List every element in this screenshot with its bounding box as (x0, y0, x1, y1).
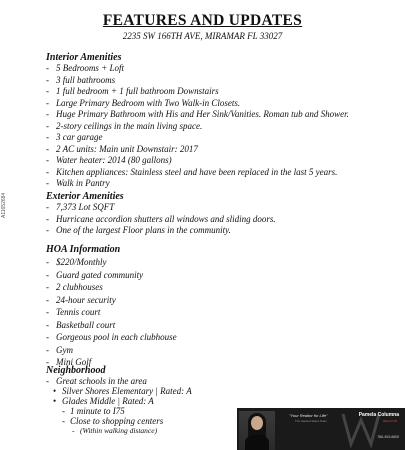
dash-marker: - (46, 63, 49, 73)
dash-marker: - (46, 376, 49, 386)
dash-marker: - (46, 143, 49, 154)
dash-marker: - (46, 282, 49, 292)
list-item: - $220/Monthly (46, 257, 107, 267)
list-item: - 2 clubhouses (46, 282, 103, 292)
dash-marker: - (46, 319, 49, 330)
dash-marker: - (72, 426, 75, 435)
dash-marker: - (62, 406, 65, 416)
list-item: • Glades Middle | Rated: A (53, 396, 154, 406)
listing-id-watermark: A11652684 (1, 192, 7, 218)
dash-marker: - (46, 178, 49, 188)
dash-marker: - (46, 257, 49, 267)
agent-tagline: "Your Realtor for Life" (289, 413, 328, 418)
list-item: - Walk in Pantry (46, 178, 110, 188)
exterior-amenities-heading: Exterior Amenities (46, 191, 124, 202)
bullet-marker: • (53, 396, 57, 406)
dash-marker: - (46, 332, 49, 342)
dash-marker: - (46, 294, 49, 305)
list-item: - 5 Bedrooms + Loft (46, 63, 124, 73)
list-item: - 3 car garage (46, 132, 103, 142)
list-item: - Guard gated community (46, 269, 144, 280)
dash-marker: - (46, 357, 49, 367)
dash-marker: - (46, 213, 49, 224)
list-item: - 3 full bathrooms (46, 74, 116, 85)
list-item: - Huge Primary Bathroom with His and Her Sink/Vanities. Roman tub and Shower. (46, 109, 349, 119)
list-item: - Gorgeous pool in each clubhouse (46, 332, 177, 342)
list-item: - Basketball court (46, 319, 116, 330)
list-item: - Great schools in the area (46, 376, 147, 386)
list-item: - (Within walking distance) (72, 426, 158, 435)
interior-amenities-heading: Interior Amenities (46, 52, 122, 63)
agent-team: The Joanna Nelson Team (295, 419, 327, 423)
list-item: - 24-hour security (46, 294, 116, 305)
dash-marker: - (46, 74, 49, 85)
bullet-marker: • (53, 386, 57, 396)
list-item: - Kitchen appliances: Stainless steel and have been replaced in the last 5 years. (46, 166, 338, 177)
list-item: - 7,373 Lot SQFT (46, 202, 115, 212)
dash-marker: - (46, 166, 49, 177)
dash-marker: - (46, 97, 49, 108)
dash-marker: - (46, 120, 49, 131)
agent-phone: 786-403-6609 (377, 435, 399, 439)
dash-marker: - (46, 109, 49, 119)
hoa-information-heading: HOA Information (46, 244, 121, 255)
agent-role: REALTOR (383, 419, 397, 423)
list-item: - 1 full bedroom + 1 full bathroom Downstairs (46, 86, 219, 96)
list-item: - Close to shopping centers (62, 416, 164, 426)
hoa-information-list (46, 256, 177, 369)
list-item: - Water heater: 2014 (80 gallons) (46, 155, 172, 165)
dash-marker: - (46, 225, 49, 235)
list-item: - Gym (46, 344, 73, 355)
list-item: - 2 AC units: Main unit Downstair: 2017 (46, 143, 198, 154)
document-title: FEATURES AND UPDATES (102, 12, 303, 29)
list-item: - Tennis court (46, 307, 101, 317)
dash-marker: - (46, 132, 49, 142)
dash-marker: - (46, 86, 49, 96)
dash-marker: - (46, 155, 49, 165)
agent-name: Pamela Columna (358, 412, 399, 418)
dash-marker: - (46, 344, 49, 355)
list-item: - Large Primary Bedroom with Two Walk-in Closets. (46, 97, 241, 108)
neighborhood-list (46, 376, 192, 436)
list-item: - Hurricane accordion shutters all windows and sliding doors. (46, 213, 276, 224)
list-item: - Mini Golf (46, 357, 92, 367)
dash-marker: - (62, 416, 65, 426)
list-item: - One of the largest Floor plans in the community. (46, 225, 231, 235)
dash-marker: - (46, 202, 49, 212)
neighborhood-heading: Neighborhood (46, 365, 106, 376)
agent-photo (239, 411, 275, 450)
exterior-amenities-list (46, 202, 276, 237)
interior-amenities-list (46, 63, 349, 190)
property-address: 2235 SW 166TH AVE, MIRAMAR FL 33027 (122, 31, 283, 41)
list-item: • Silver Shores Elementary | Rated: A (53, 386, 192, 396)
dash-marker: - (46, 269, 49, 280)
list-item: - 1 minute to I75 (62, 406, 125, 416)
list-item: - 2-story ceilings in the main living space. (46, 120, 203, 131)
dash-marker: - (46, 307, 49, 317)
agent-card (237, 408, 405, 450)
